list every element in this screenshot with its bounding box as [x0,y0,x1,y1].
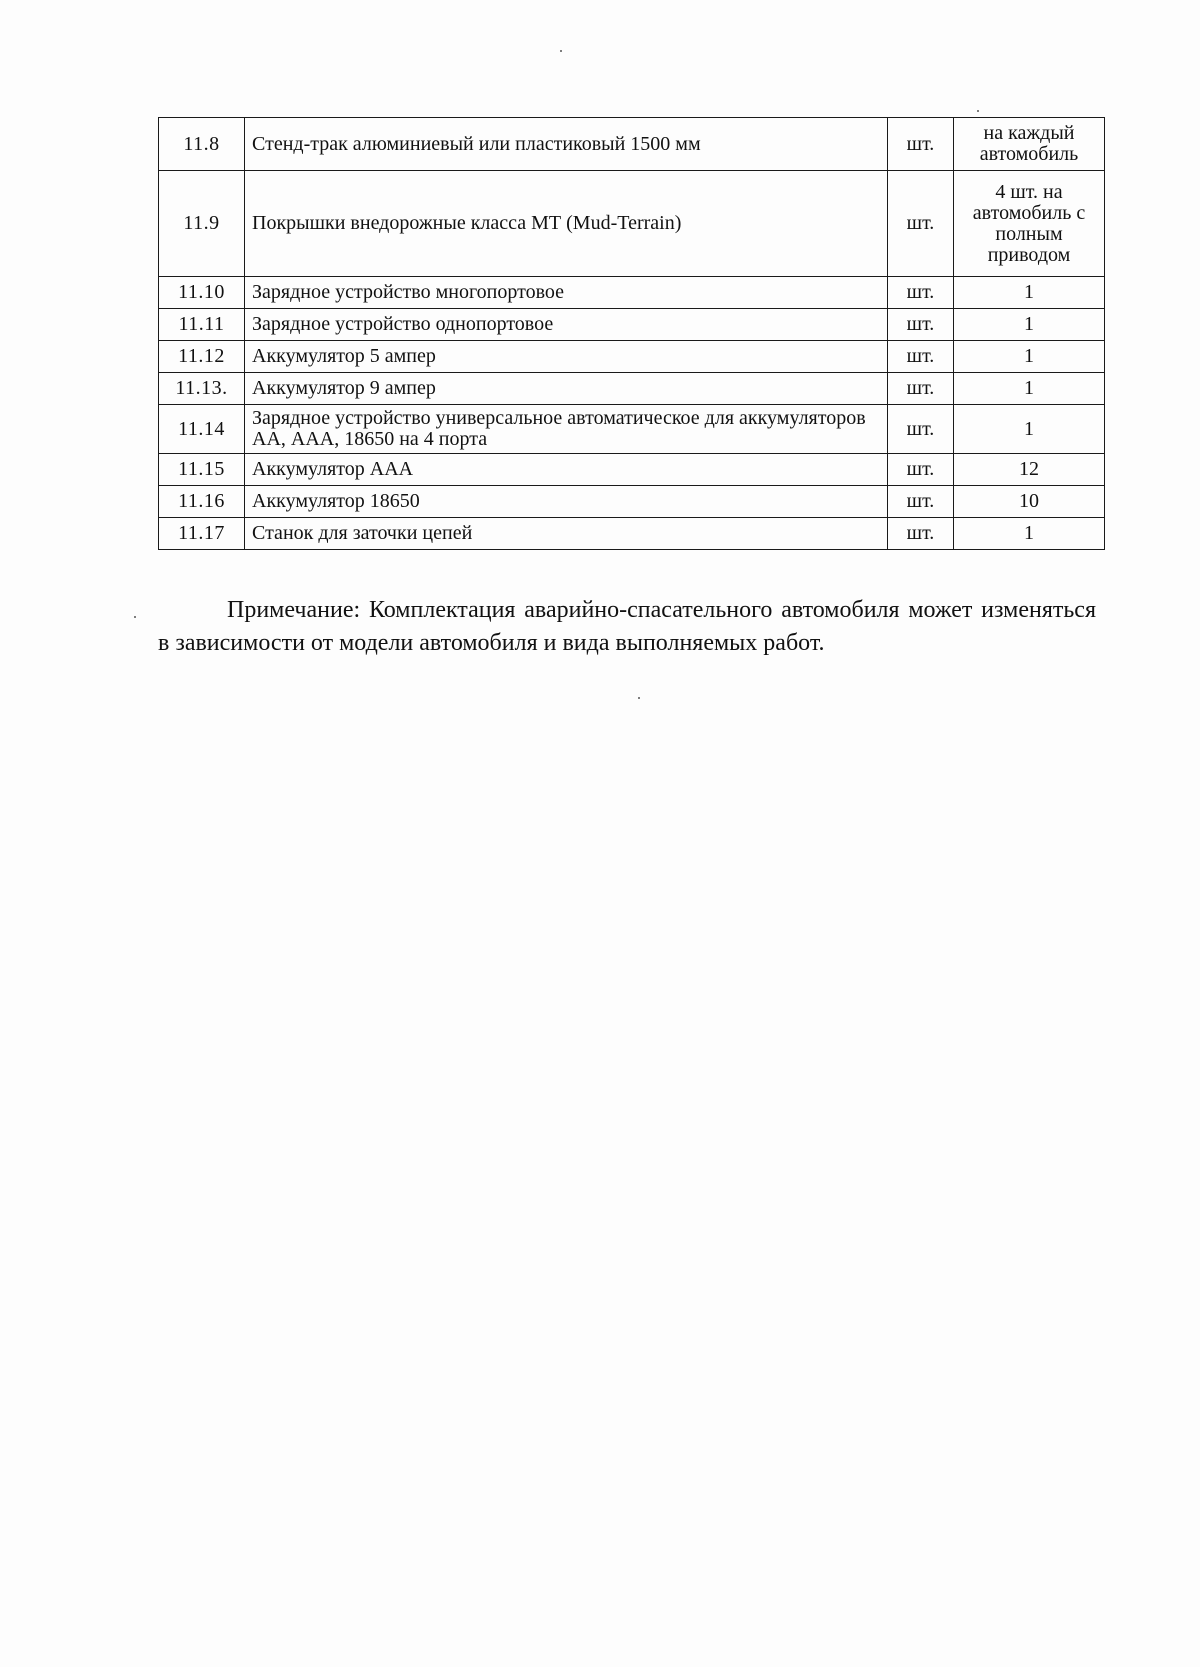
item-number: 11.11 [159,309,245,341]
item-quantity: 1 [954,373,1105,405]
item-number: 11.8 [159,118,245,171]
scan-speck [638,697,640,699]
table-row [159,405,1105,454]
item-quantity: 12 [954,454,1105,486]
item-name: Зарядное устройство универсальное автоматическое для аккумуляторов АА, ААА, 18650 на 4 порта [245,405,888,454]
item-number: 11.16 [159,486,245,518]
item-number: 11.12 [159,341,245,373]
item-name: Аккумулятор 5 ампер [245,341,888,373]
item-unit: шт. [888,518,954,550]
item-quantity: на каждый автомобиль [954,118,1105,171]
item-unit: шт. [888,373,954,405]
item-number: 11.9 [159,171,245,277]
table-row [159,118,1105,171]
item-name: Аккумулятор 9 ампер [245,373,888,405]
item-number: 11.14 [159,405,245,454]
table-row [159,341,1105,373]
item-unit: шт. [888,341,954,373]
item-quantity: 4 шт. на автомобиль с полным приводом [954,171,1105,277]
item-name: Зарядное устройство многопортовое [245,277,888,309]
item-number: 11.13. [159,373,245,405]
table-row [159,373,1105,405]
table-row [159,309,1105,341]
table-row [159,454,1105,486]
item-name: Стенд-трак алюминиевый или пластиковый 1500 мм [245,118,888,171]
scan-speck [977,110,979,112]
item-unit: шт. [888,405,954,454]
item-name: Зарядное устройство однопортовое [245,309,888,341]
item-number: 11.15 [159,454,245,486]
scan-speck [134,616,136,618]
scan-speck [560,50,562,52]
table-row [159,171,1105,277]
table-row [159,518,1105,550]
item-unit: шт. [888,486,954,518]
item-number: 11.10 [159,277,245,309]
item-unit: шт. [888,171,954,277]
table-row [159,277,1105,309]
item-name: Станок для заточки цепей [245,518,888,550]
item-quantity: 1 [954,341,1105,373]
item-quantity: 1 [954,518,1105,550]
item-quantity: 10 [954,486,1105,518]
item-unit: шт. [888,118,954,171]
item-quantity: 1 [954,277,1105,309]
item-quantity: 1 [954,405,1105,454]
equipment-table [158,117,1105,550]
item-unit: шт. [888,454,954,486]
item-name: Аккумулятор 18650 [245,486,888,518]
item-unit: шт. [888,277,954,309]
item-name: Покрышки внедорожные класса МТ (Mud-Terrain) [245,171,888,277]
item-unit: шт. [888,309,954,341]
item-quantity: 1 [954,309,1105,341]
table-note: Примечание: Комплектация аварийно-спасательного автомобиля может изменяться в зависимости от модели автомобиля и вида выполняемых работ. [158,597,1096,656]
item-number: 11.17 [159,518,245,550]
item-name: Аккумулятор ААА [245,454,888,486]
table-row [159,486,1105,518]
